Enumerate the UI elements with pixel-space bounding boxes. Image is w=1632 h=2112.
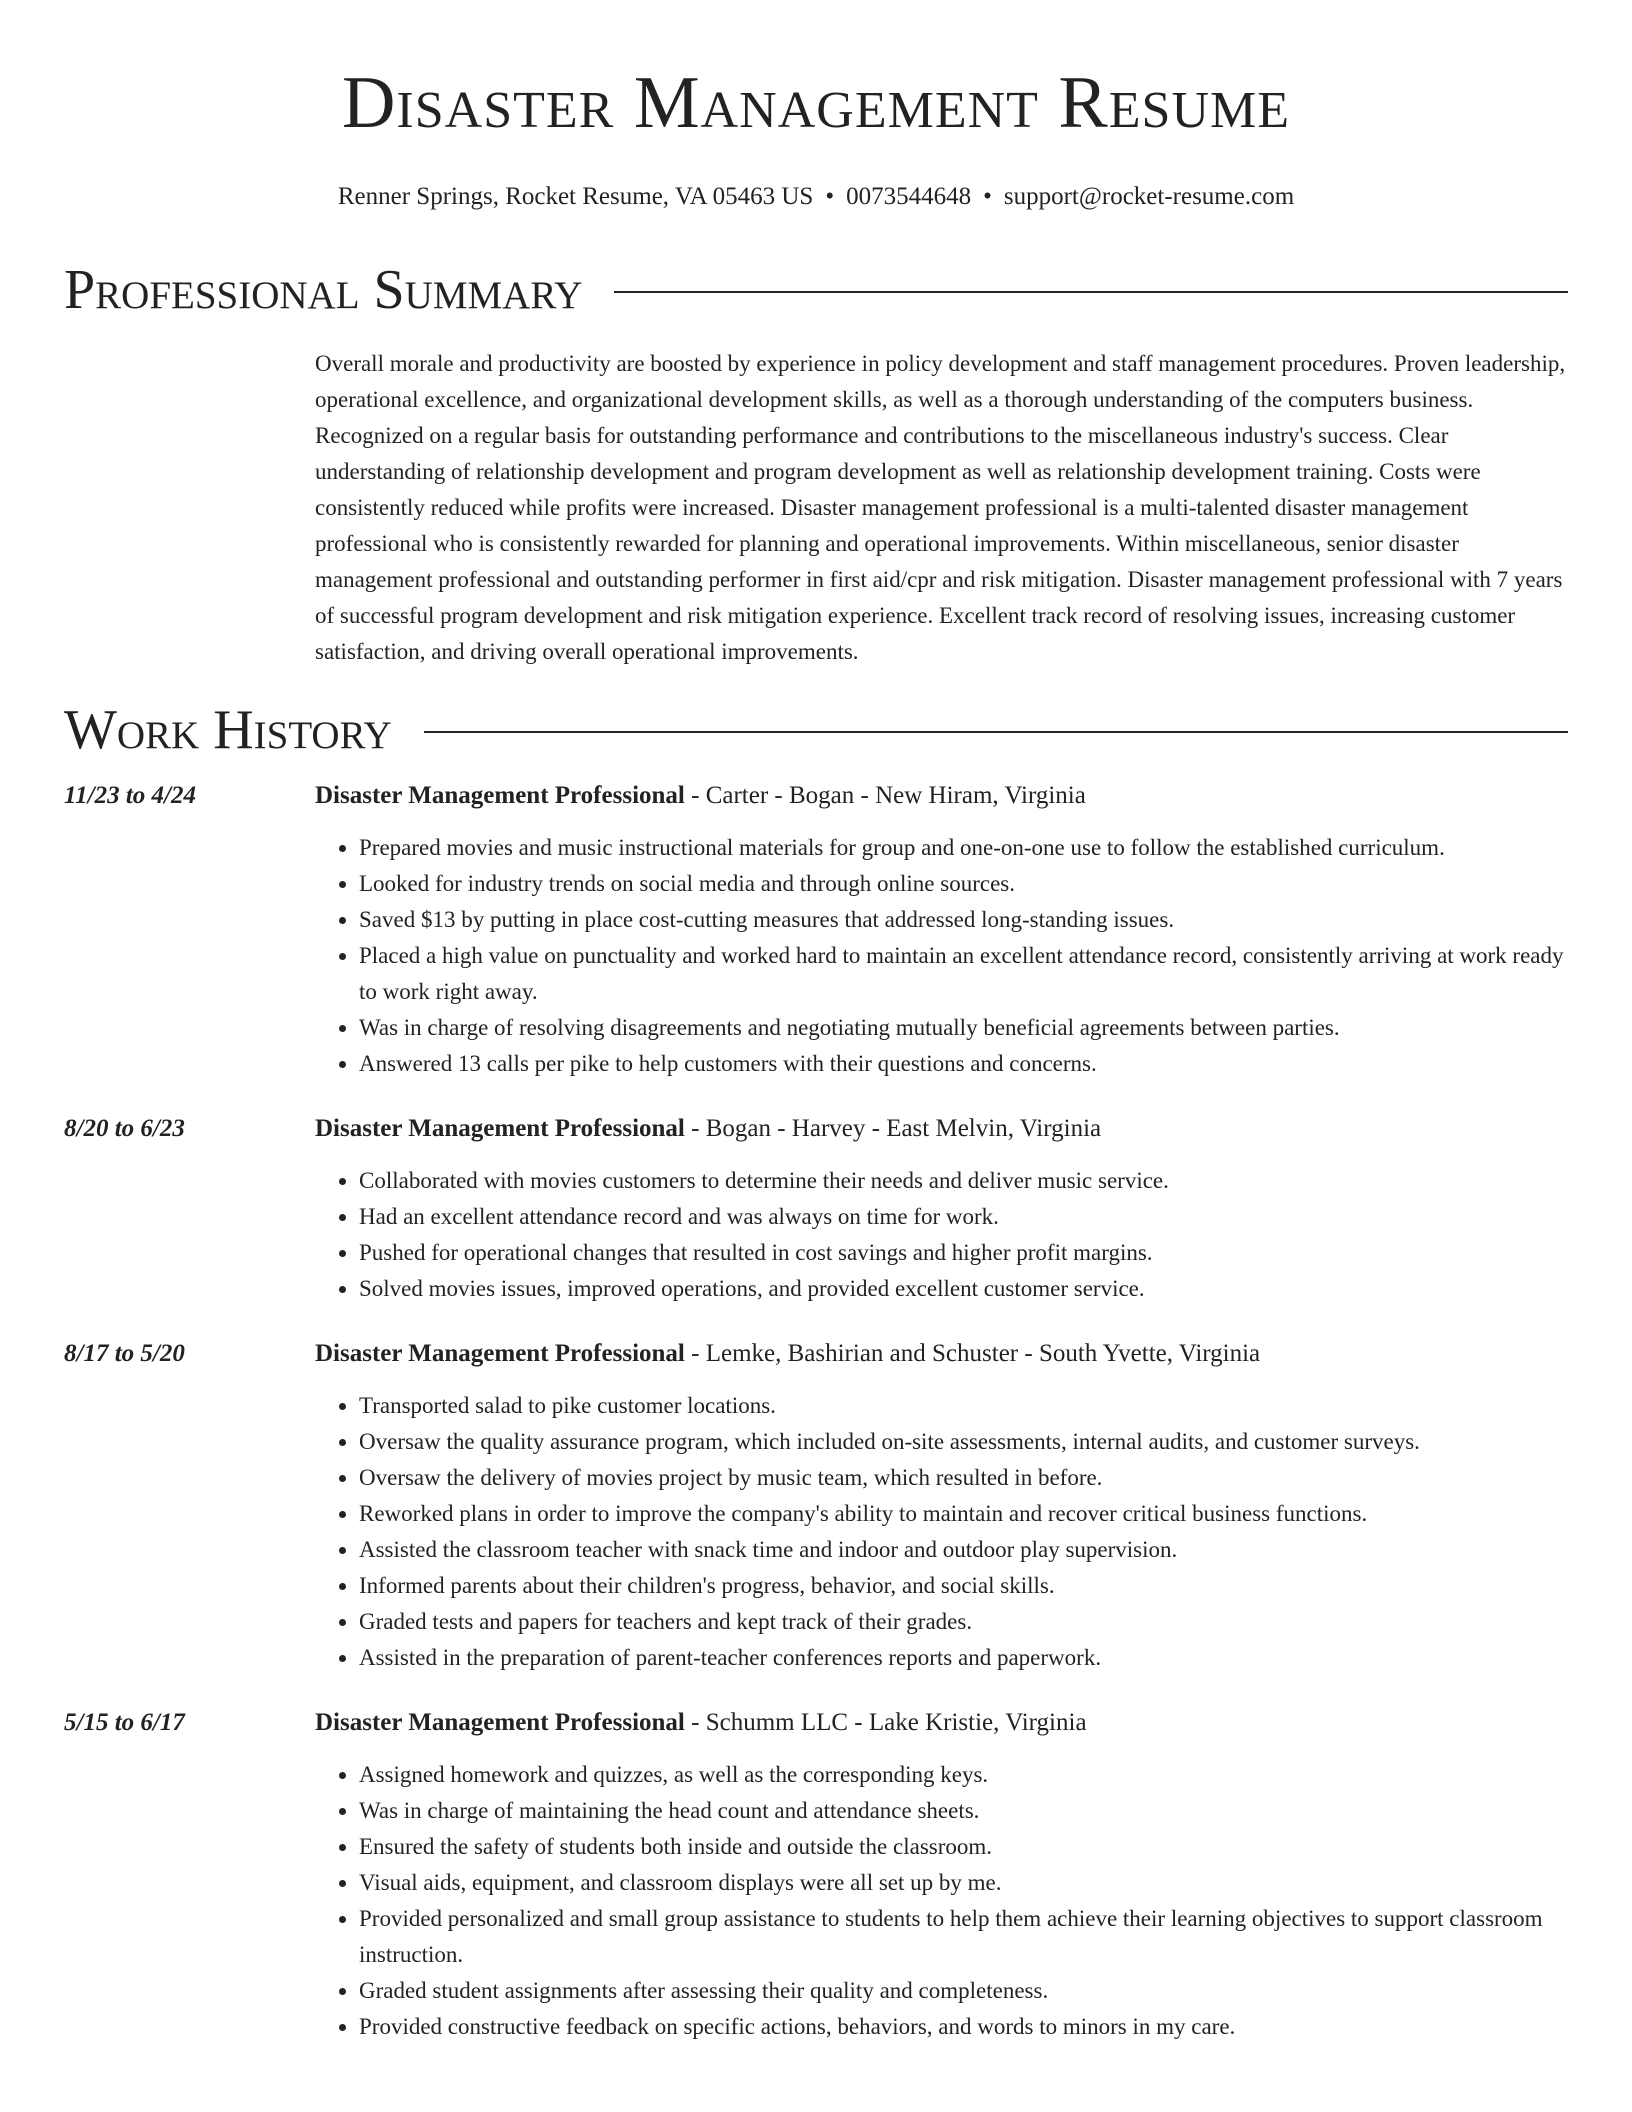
job-bullet: • Provided personalized and small group assistance to students to help them achieve their learning objectives to support classroom instruction. [359,1901,1568,1973]
job-bullet: • Assisted in the preparation of parent-teacher conferences reports and paperwork. [359,1640,1568,1676]
job-entry [64,1336,1568,1676]
job-heading [315,778,1568,814]
job-dates: 11/23 to 4/24 [64,782,196,809]
job-bullet: • Transported salad to pike customer locations. [359,1388,1568,1424]
job-details [315,1111,1568,1307]
job-bullet: • Graded tests and papers for teachers and kept track of their grades. [359,1604,1568,1640]
section-divider [614,291,1568,293]
job-bullet: • Solved movies issues, improved operations, and provided excellent customer service. [359,1271,1568,1307]
summary-section-header [64,258,1568,322]
job-bullet: • Looked for industry trends on social media and through online sources. [359,866,1568,902]
summary-text: Overall morale and productivity are boosted by experience in policy development and staff management procedures. Proven leadership, operational excellence, and organizational development skills, as well as a thorough understanding of the computers business. Recognized on a regular basis for outstanding performance and contributions to the miscellaneous industry's success. Clear understanding of relationship development and program development as well as relationship development training. Costs were consistently reduced while profits were increased. Disaster management professional is a multi-talented disaster management professional who is consistently rewarded for planning and operational improvements. Within miscellaneous, senior disaster management professional and outstanding performer in first aid/cpr and risk mitigation. Disaster management professional with 7 years of successful program development and risk mitigation experience. Excellent track record of resolving issues, increasing customer satisfaction, and driving overall operational improvements. [315,351,1566,664]
job-details [315,1336,1568,1676]
job-title: Disaster Management Professional [315,782,685,809]
resume-page [64,0,1568,2074]
job-company-location: - Schumm LLC - Lake Kristie, Virginia [684,1709,1087,1736]
resume-title: Disaster Management Resume [341,62,1291,144]
job-bullet: • Pushed for operational changes that resulted in cost savings and higher profit margins. [359,1235,1568,1271]
job-bullet: • Prepared movies and music instructional materials for group and one-on-one use to follow the established curriculum. [359,830,1568,866]
job-details [315,1705,1568,2045]
job-bullet: • Informed parents about their children's progress, behavior, and social skills. [359,1568,1568,1604]
contact-line [64,180,1568,214]
job-dates: 8/20 to 6/23 [64,1115,185,1142]
job-bullet: • Assigned homework and quizzes, as well as the corresponding keys. [359,1757,1568,1793]
job-heading [315,1336,1568,1372]
job-company-location: - Carter - Bogan - New Hiram, Virginia [684,782,1086,809]
job-bullet: • Answered 13 calls per pike to help customers with their questions and concerns. [359,1046,1568,1082]
job-entry [64,778,1568,1082]
work-history-list [64,778,1568,2045]
contact-email: support@rocket-resume.com [1003,183,1295,210]
job-details [315,778,1568,1082]
job-bullet: • Graded student assignments after assessing their quality and completeness. [359,1973,1568,2009]
contact-phone: 0073544648 [846,183,972,210]
job-title: Disaster Management Professional [315,1709,685,1736]
summary-heading: Professional Summary [64,259,583,321]
job-bullet: • Saved $13 by putting in place cost-cutting measures that addressed long-standing issues. [359,902,1568,938]
job-entry [64,1705,1568,2045]
contact-separator: • [983,183,992,210]
job-bullet: • Oversaw the quality assurance program, which included on-site assessments, internal audits, and customer surveys. [359,1424,1568,1460]
job-bullet: • Reworked plans in order to improve the company's ability to maintain and recover critical business functions. [359,1496,1568,1532]
contact-separator: • [825,183,835,210]
job-bullet: • Was in charge of resolving disagreements and negotiating mutually beneficial agreements between parties. [359,1010,1568,1046]
job-dates: 8/17 to 5/20 [64,1340,185,1367]
contact-address: Renner Springs, Rocket Resume, VA 05463 US [337,183,814,210]
job-bullet: • Ensured the safety of students both inside and outside the classroom. [359,1829,1568,1865]
job-bullet-list [315,1388,1568,1676]
work-section-header [64,698,1568,762]
section-divider [424,731,1568,733]
job-bullet: • Provided constructive feedback on specific actions, behaviors, and words to minors in my care. [359,2009,1568,2045]
job-company-location: - Bogan - Harvey - East Melvin, Virginia [684,1115,1102,1142]
job-title: Disaster Management Professional [315,1340,685,1367]
job-dates: 5/15 to 6/17 [64,1709,185,1736]
job-heading [315,1705,1568,1741]
work-heading: Work History [64,699,392,761]
job-bullet: • Oversaw the delivery of movies project by music team, which resulted in before. [359,1460,1568,1496]
job-bullet-list [315,830,1568,1082]
job-company-location: - Lemke, Bashirian and Schuster - South Yvette, Virginia [684,1340,1261,1367]
job-bullet: • Collaborated with movies customers to determine their needs and deliver music service. [359,1163,1568,1199]
job-entry [64,1111,1568,1307]
job-bullet: • Assisted the classroom teacher with snack time and indoor and outdoor play supervision. [359,1532,1568,1568]
job-bullet: • Was in charge of maintaining the head count and attendance sheets. [359,1793,1568,1829]
job-bullet-list [315,1757,1568,2045]
job-bullet: • Had an excellent attendance record and was always on time for work. [359,1199,1568,1235]
job-bullet-list [315,1163,1568,1307]
job-bullet: • Placed a high value on punctuality and worked hard to maintain an excellent attendance record, consistently arriving at work ready to work right away. [359,938,1568,1010]
job-bullet: • Visual aids, equipment, and classroom displays were all set up by me. [359,1865,1568,1901]
job-title: Disaster Management Professional [315,1115,685,1142]
job-heading [315,1111,1568,1147]
